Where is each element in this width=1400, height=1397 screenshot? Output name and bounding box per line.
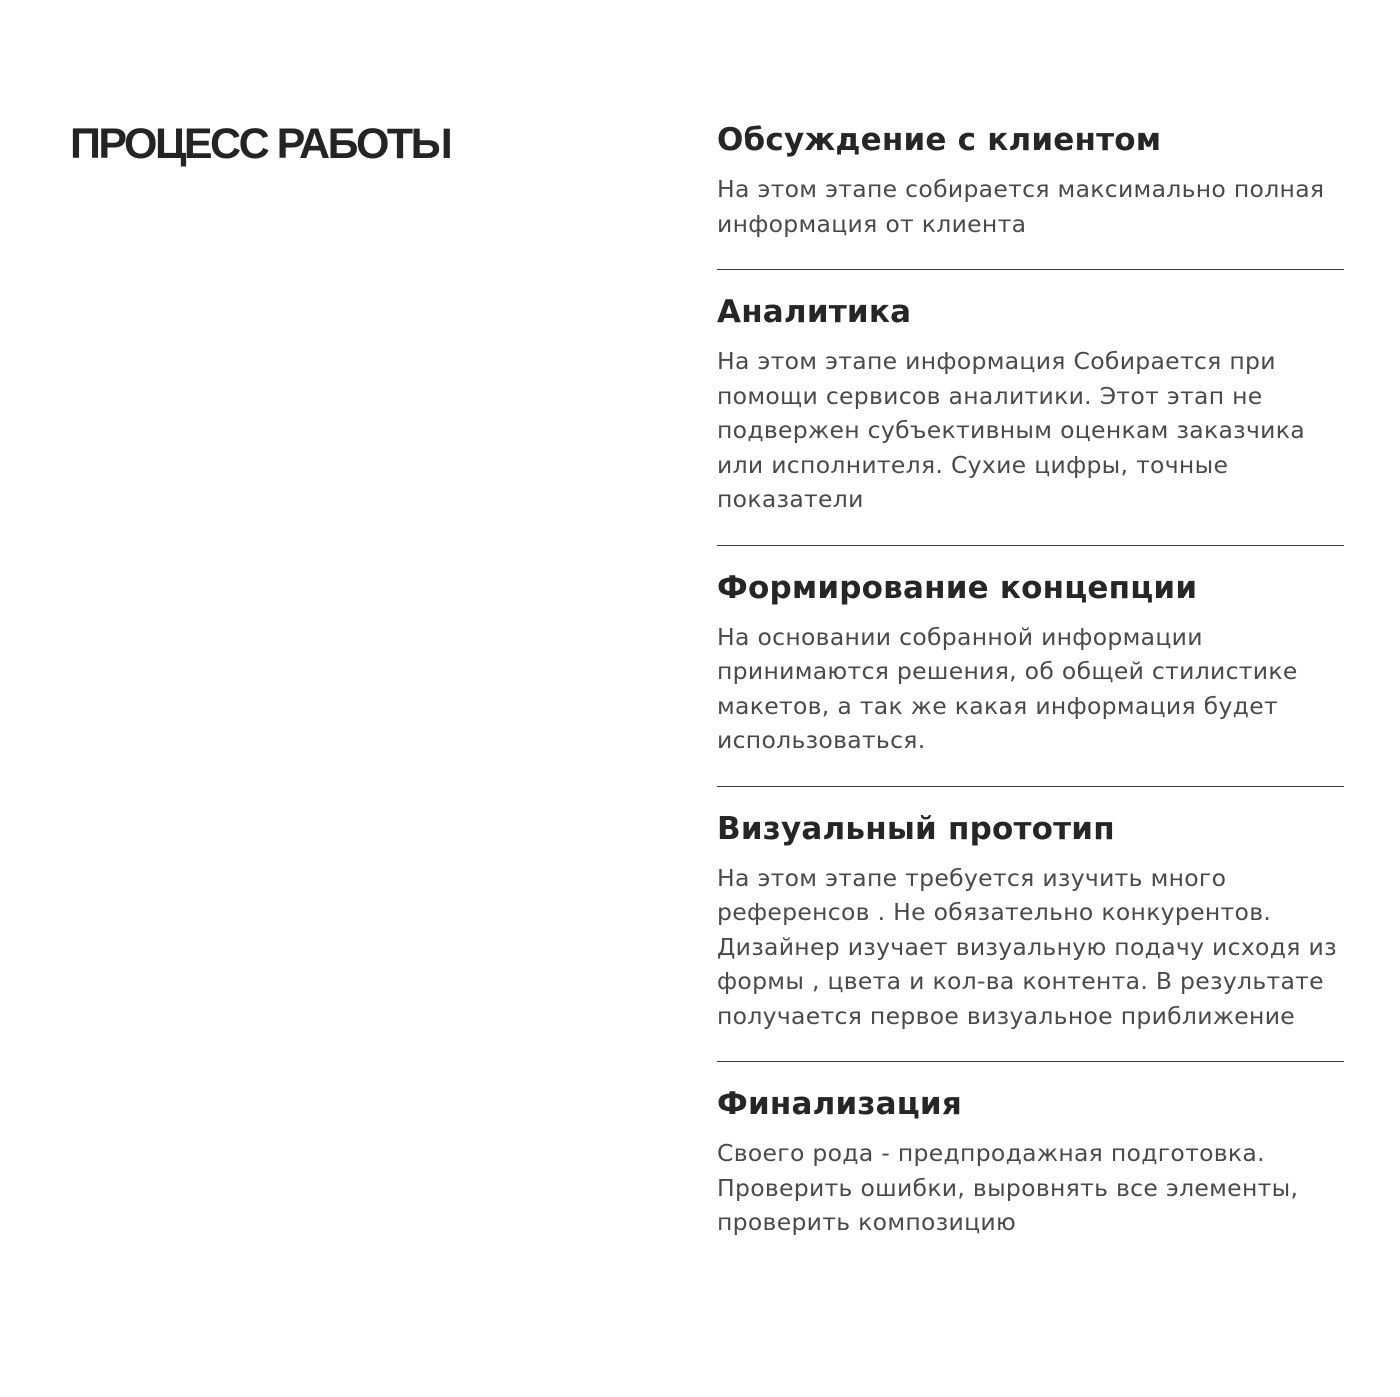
step-title: Визуальный прототип — [717, 810, 1115, 847]
step-description: На этом этапе требуется изучить много референсов . Не обязательно конкурентов. Дизайнер изучает визуальную подачу исходя из формы , цвета и кол-ва контента. В результате получается первое визуальное приближение — [717, 863, 1337, 1030]
step-description: На этом этапе собирается максимально полная информация от клиента — [717, 175, 1325, 238]
step-item-concept — [717, 568, 1344, 787]
step-item-finalization — [717, 1084, 1344, 1240]
step-description: На основании собранной информации принимаются решения, об общей стилистике макетов, а так же какая информация будет использоваться. — [717, 622, 1298, 754]
step-title: Обсуждение с клиентом — [717, 122, 1162, 158]
step-item-visual-prototype — [717, 809, 1344, 1063]
step-title: Финализация — [717, 1086, 962, 1122]
process-steps-list — [717, 120, 1344, 1240]
step-item-analytics — [717, 292, 1344, 546]
page-title: ПРОЦЕСС РАБОТЫ — [70, 120, 451, 168]
step-description: Своего рода - предпродажная подготовка. Проверить ошибки, выровнять все элементы, проверить композицию — [717, 1139, 1299, 1236]
step-item-client-discussion — [717, 120, 1344, 270]
step-title: Аналитика — [717, 294, 912, 330]
step-description: На этом этапе информация Собирается при помощи сервисов аналитики. Этот этап не подвержен субъективным оценкам заказчика или исполнителя. Сухие цифры, точные показатели — [717, 347, 1305, 513]
step-title: Формирование концепции — [717, 569, 1198, 606]
